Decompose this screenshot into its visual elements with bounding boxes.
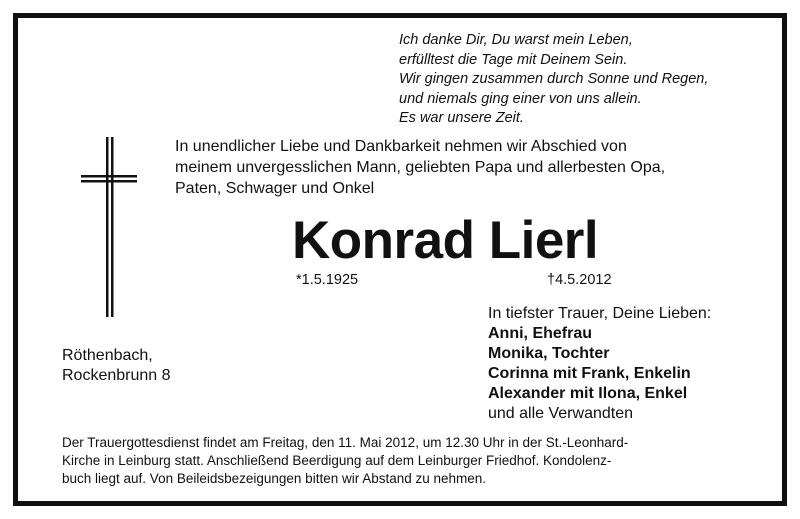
birth-date: *1.5.1925 — [296, 272, 359, 288]
cross-icon — [81, 137, 137, 317]
intro-text — [175, 136, 665, 199]
mourner-name: Corinna mit Frank, Enkelin — [488, 365, 691, 382]
address — [62, 346, 171, 386]
mourners-closing: und alle Verwandten — [488, 405, 633, 422]
death-date: †4.5.2012 — [547, 272, 612, 288]
mourner-name: Alexander mit Ilona, Enkel — [488, 385, 688, 402]
service-line: buch liegt auf. Von Beileidsbezeigungen bitten wir Abstand zu nehmen. — [62, 471, 487, 486]
service-notice — [62, 434, 628, 488]
intro-line: In unendlicher Liebe und Dankbarkeit nehmen wir Abschied von — [175, 138, 627, 155]
mourners-list — [488, 304, 711, 424]
poem-line: Ich danke Dir, Du warst mein Leben, — [399, 32, 633, 48]
intro-line: Paten, Schwager und Onkel — [175, 180, 375, 197]
poem — [399, 31, 708, 129]
mourner-name: Monika, Tochter — [488, 345, 610, 362]
poem-line: erfülltest die Tage mit Deinem Sein. — [399, 51, 628, 68]
intro-line: meinem unvergesslichen Mann, geliebten Papa und allerbesten Opa, — [175, 159, 666, 176]
deceased-name: Konrad Lierl — [292, 211, 599, 270]
poem-line: und niemals ging einer von uns allein. — [399, 90, 642, 107]
mourners-heading: In tiefster Trauer, Deine Lieben: — [488, 305, 712, 322]
address-line: Rockenbrunn 8 — [62, 367, 171, 384]
address-line: Röthenbach, — [62, 347, 153, 364]
service-line: Der Trauergottesdienst findet am Freitag, den 11. Mai 2012, um 12.30 Uhr in der St.-Leonhard- — [62, 435, 629, 450]
poem-line: Es war unsere Zeit. — [399, 110, 524, 126]
poem-line: Wir gingen zusammen durch Sonne und Regen, — [399, 71, 709, 87]
service-line: Kirche in Leinburg statt. Anschließend Beerdigung auf dem Leinburger Friedhof. Kondolenz- — [62, 453, 612, 468]
mourner-name: Anni, Ehefrau — [488, 325, 593, 342]
